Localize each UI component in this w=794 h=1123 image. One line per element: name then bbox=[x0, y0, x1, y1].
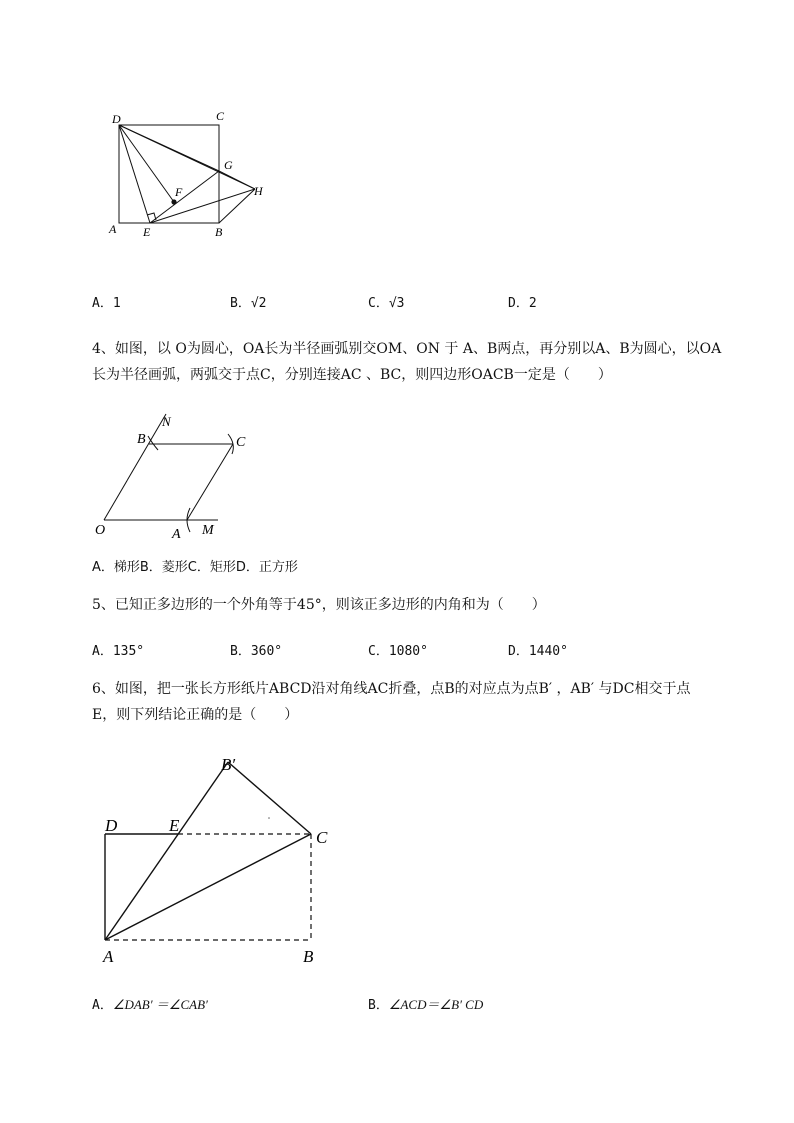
q6-option-a-text: ∠DAB′ ＝∠CAB′ bbox=[112, 997, 208, 1012]
label-b: B bbox=[215, 225, 223, 239]
q4-stem-line1: 4、如图，以 O为圆心，OA长为半径画弧别交OM、ON 于 A、B两点，再分别以A、B为圆心，以OA bbox=[92, 341, 722, 357]
q5-option-c[interactable] bbox=[368, 640, 428, 659]
q3-option-b-letter: B． bbox=[230, 296, 251, 311]
label-m: M bbox=[202, 523, 214, 538]
q5-option-b[interactable] bbox=[230, 640, 282, 659]
q6-option-b[interactable] bbox=[368, 994, 483, 1013]
label-a: A bbox=[103, 947, 114, 966]
label-o: O bbox=[95, 523, 106, 538]
q6-option-a[interactable] bbox=[92, 994, 208, 1013]
q6-stem-line1: 6、如图，把一张长方形纸片ABCD沿对角线AC折叠，点B的对应点为点B′ ，AB′ 与DC相交于点 bbox=[92, 681, 691, 697]
q5-option-b-text: 360° bbox=[250, 644, 283, 659]
q3-option-c-letter: C． bbox=[368, 296, 389, 311]
q4-options-line: A．梯形B．菱形C．矩形D．正方形 bbox=[92, 560, 298, 575]
q3-option-b[interactable] bbox=[230, 292, 266, 311]
label-a: A bbox=[172, 527, 181, 542]
q5-option-d-text: 1440° bbox=[528, 644, 568, 659]
q3-option-d-letter: D． bbox=[508, 296, 529, 311]
q5-option-a-text: 135° bbox=[112, 644, 145, 659]
label-b: B bbox=[137, 432, 146, 447]
q5-option-a-letter: A． bbox=[92, 644, 113, 659]
label-a: A bbox=[109, 222, 117, 236]
label-n: N bbox=[162, 414, 171, 429]
label-c: C bbox=[316, 828, 328, 847]
point-f bbox=[171, 199, 176, 204]
label-b-prime: B′ bbox=[221, 755, 236, 774]
q3-option-a-text: 1 bbox=[112, 296, 121, 311]
label-d: D bbox=[112, 112, 121, 126]
q3-option-c[interactable] bbox=[368, 292, 404, 311]
label-c: C bbox=[216, 109, 225, 123]
label-c: C bbox=[236, 435, 246, 450]
q6-stem bbox=[92, 676, 732, 728]
figure-square-dcgh bbox=[100, 105, 280, 245]
q5-stem bbox=[92, 592, 732, 618]
label-e: E bbox=[169, 816, 180, 835]
q5-option-d-letter: D． bbox=[508, 644, 529, 659]
q3-option-d-text: 2 bbox=[528, 296, 537, 311]
q4-options bbox=[92, 556, 298, 575]
figure-rhombus-oacb bbox=[90, 410, 270, 545]
label-g: G bbox=[224, 158, 233, 172]
figure-folded-rectangle bbox=[95, 748, 345, 973]
q5-option-c-letter: C． bbox=[368, 644, 389, 659]
q6-stem-line2: E，则下列结论正确的是（ ） bbox=[92, 707, 299, 723]
q5-option-a[interactable] bbox=[92, 640, 144, 659]
label-f: F bbox=[175, 185, 183, 199]
q6-option-b-letter: B． bbox=[368, 998, 389, 1013]
q6-option-b-text: ∠ACD＝∠B′ CD bbox=[388, 997, 484, 1012]
q5-option-b-letter: B． bbox=[230, 644, 251, 659]
q5-stem-line: 5、已知正多边形的一个外角等于45°，则该正多边形的内角和为（ ） bbox=[92, 597, 546, 613]
q6-option-a-letter: A． bbox=[92, 998, 113, 1013]
label-d: D bbox=[105, 816, 118, 835]
q3-option-c-text: √3 bbox=[388, 296, 405, 311]
q3-option-a-letter: A． bbox=[92, 296, 113, 311]
q5-option-d[interactable] bbox=[508, 640, 568, 659]
label-b: B bbox=[303, 947, 314, 966]
q4-stem-line2: 长为半径画弧，两弧交于点C，分别连接AC 、BC，则四边形OACB一定是（ ） bbox=[92, 367, 612, 383]
q3-option-b-text: √2 bbox=[250, 296, 267, 311]
q4-stem bbox=[92, 336, 732, 388]
label-e: E bbox=[143, 225, 151, 239]
label-h: H bbox=[254, 184, 263, 198]
q3-option-a[interactable] bbox=[92, 292, 121, 311]
q3-option-d[interactable] bbox=[508, 292, 537, 311]
q5-option-c-text: 1080° bbox=[388, 644, 428, 659]
